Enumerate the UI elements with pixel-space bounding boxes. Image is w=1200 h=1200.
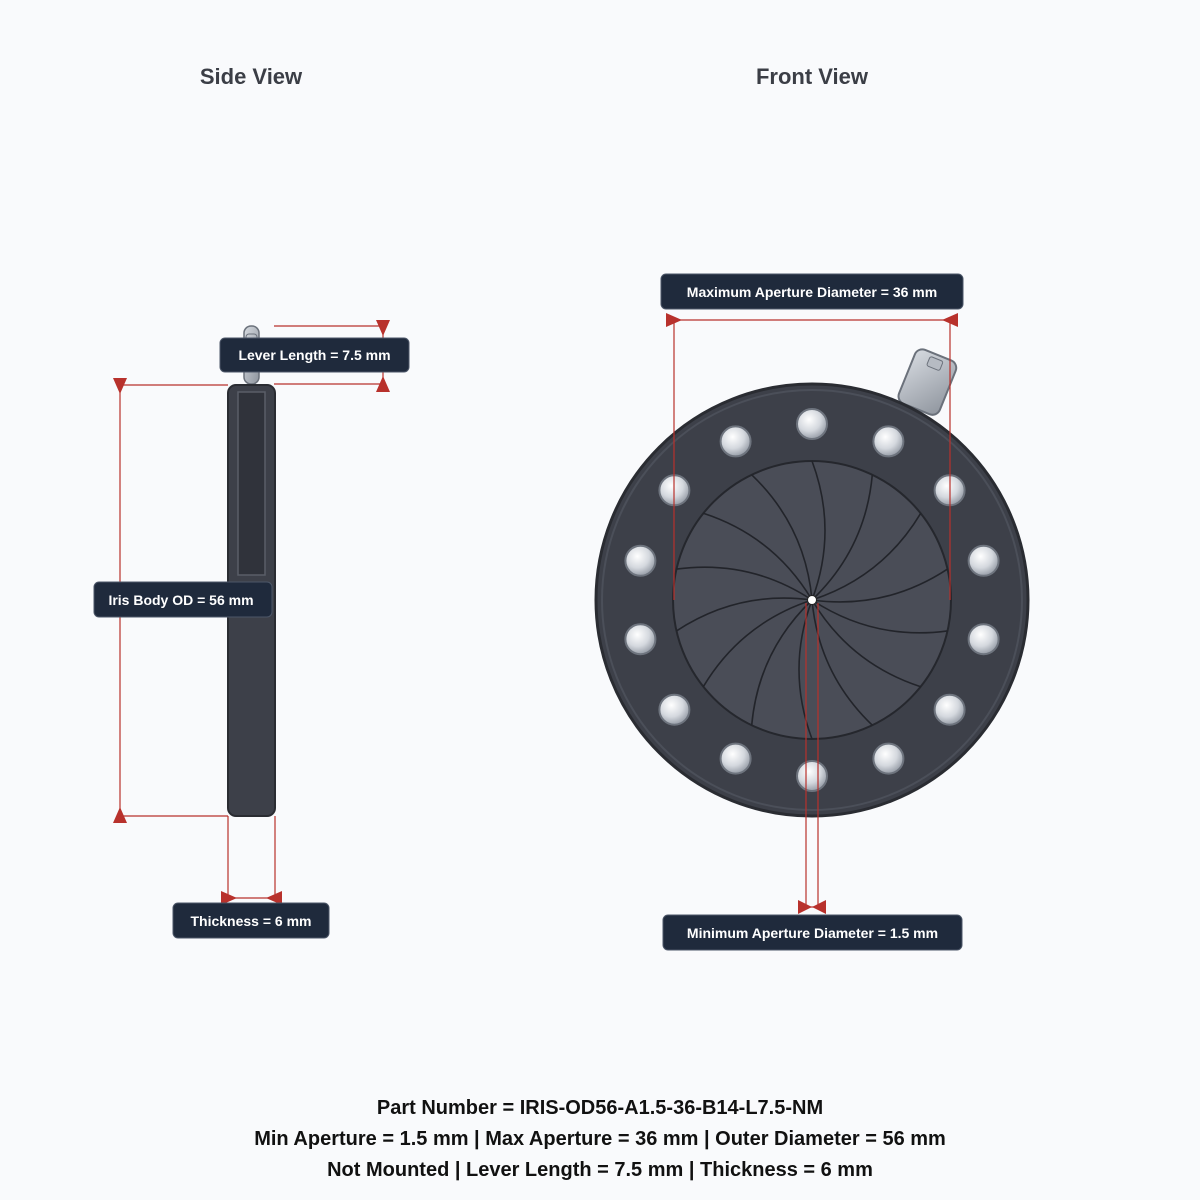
front-view (596, 274, 1028, 950)
mounting-screw (797, 761, 827, 791)
part-summary (0, 1093, 1200, 1186)
svg-text:Lever Length = 7.5 mm: Lever Length = 7.5 mm (238, 347, 391, 363)
svg-text:Minimum Aperture Diameter = 1.: Minimum Aperture Diameter = 1.5 mm (686, 925, 939, 941)
max-aperture-label (661, 274, 963, 309)
mounting-screw (969, 546, 999, 576)
aperture-summary-line: Min Aperture = 1.5 mm | Max Aperture = 36 mm | Outer Diameter = 56 mm (254, 1128, 946, 1150)
lever-length-label (220, 338, 409, 372)
mounting-screw (873, 744, 903, 774)
mounting-screw (797, 409, 827, 439)
mounting-screw (625, 624, 655, 654)
iris-body-od-label (94, 582, 272, 617)
thickness-label (173, 903, 329, 938)
svg-text:Thickness = 6 mm: Thickness = 6 mm (190, 913, 312, 929)
mounting-screw (935, 695, 965, 725)
front-view-title: Front View (755, 64, 869, 89)
mounting-screw (721, 744, 751, 774)
svg-text:Iris Body OD = 56 mm: Iris Body OD = 56 mm (108, 592, 254, 608)
mounting-screw (873, 426, 903, 456)
part-number-line: Part Number = IRIS-OD56-A1.5-36-B14-L7.5-NM (376, 1097, 824, 1119)
side-view (94, 320, 409, 938)
mounting-screw (659, 695, 689, 725)
thickness-dimension (221, 816, 282, 905)
side-body-slot (238, 392, 265, 575)
side-view-title: Side View (199, 64, 303, 89)
min-aperture-hole (808, 596, 817, 605)
mounting-screw (721, 426, 751, 456)
mounting-screw (625, 546, 655, 576)
mounting-screw (969, 624, 999, 654)
svg-text:Maximum Aperture Diameter = 36: Maximum Aperture Diameter = 36 mm (686, 284, 938, 300)
mounting-summary-line: Not Mounted | Lever Length = 7.5 mm | Thickness = 6 mm (327, 1159, 873, 1181)
min-aperture-label (663, 915, 962, 950)
